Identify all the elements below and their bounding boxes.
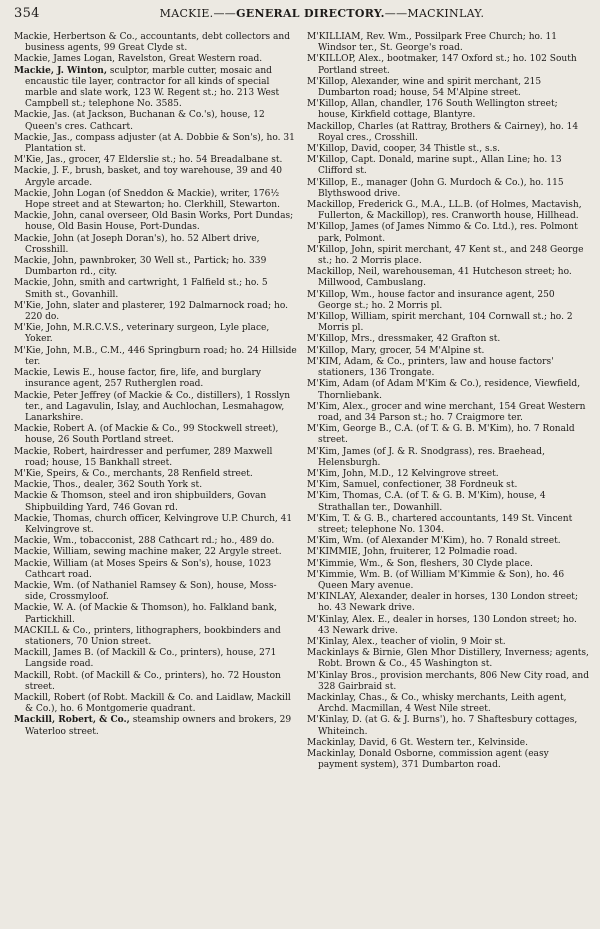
entry-text: M'Kim, Alex., grocer and wine merchant, 154 Great Western road, and 34 Parson st.; ho. 7 Craigmore ter. [307, 401, 586, 423]
entry-text: M'Kim, James (of J. & R. Snodgrass), res. Braehead, Helensburgh. [307, 446, 545, 468]
directory-entry [307, 559, 590, 570]
directory-entry [14, 133, 297, 155]
right-column [307, 32, 590, 771]
entry-text: M'Killop, James (of James Nimmo & Co. Ltd.), res. Polmont park, Polmont. [307, 222, 578, 244]
left-column [14, 32, 297, 771]
entry-text: Mackie, Thos., dealer, 362 South York st. [14, 480, 203, 491]
directory-entry [307, 715, 590, 737]
directory-entry [14, 626, 297, 648]
entry-text: M'KILLIAM, Rev. Wm., Possilpark Free Church; ho. 11 Windsor ter., St. George's road. [307, 32, 558, 54]
entry-text: M'Kim, Thomas, C.A. (of T. & G. B. M'Kim), house, 4 Strathallan ter., Dowanhill. [307, 491, 546, 513]
entry-text: M'Kinlay, D. (at G. & J. Burns'), ho. 7 Shaftesbury cottages, Whiteinch. [307, 715, 578, 737]
directory-entry [307, 514, 590, 536]
entry-text: M'KIM, Adam, & Co., printers, law and house factors' stationers, 136 Trongate. [307, 356, 554, 379]
directory-entry [307, 122, 590, 144]
entry-text: M'Kinlay, Alex., teacher of violin, 9 Moir st. [307, 636, 506, 647]
entry-text: M'Kim, T. & G. B., chartered accountants, 149 St. Vincent street; telephone No. 1304. [307, 513, 573, 535]
directory-entry [14, 424, 297, 446]
entry-text: M'Killop, Allan, chandler, 176 South Wellington street; house, Kirkfield cottage, Blantyre. [307, 99, 558, 121]
directory-entry [14, 66, 297, 111]
entry-text: Mackinlays & Birnie, Glen Mhor Distillery, Inverness; agents, Robt. Brown & Co., 45 Washington st. [307, 648, 589, 670]
entry-text: Mackie, Peter Jeffrey (of Mackie & Co., distillers), 1 Rosslyn ter., and Lagavulin, Islay, and Auchlochan, Lesmahagow, Lanarkshire. [14, 390, 291, 423]
directory-entry [14, 447, 297, 469]
directory-entry [14, 559, 297, 581]
entry-text: M'Kie, John, M.B., C.M., 446 Springburn road; ho. 24 Hillside ter. [14, 345, 297, 367]
entry-text: Mackillop, Frederick G., M.A., LL.B. (of Holmes, Mactavish, Fullerton, & Mackillop), res. Cranworth house, Hillhead. [307, 200, 582, 222]
directory-entry [307, 671, 590, 693]
entry-text: M'Killop, Mrs., dressmaker, 42 Grafton st. [307, 334, 501, 345]
directory-entry [14, 301, 297, 323]
page-number: 354 [14, 6, 40, 21]
entry-text: M'Kie, Speirs, & Co., merchants, 28 Renfield street. [14, 468, 253, 479]
entry-name-bold: Mackie, J. Winton, [14, 65, 107, 76]
directory-entry [14, 547, 297, 558]
entry-text: Mackill, James B. (of Mackill & Co., printers), house, 271 Langside road. [14, 648, 277, 670]
directory-entry [14, 155, 297, 166]
directory-entry [14, 234, 297, 256]
directory-entry [14, 346, 297, 368]
directory-entry [307, 536, 590, 547]
directory-entry [307, 379, 590, 401]
directory-entry [14, 211, 297, 233]
directory-entry [307, 334, 590, 345]
entry-text: Mackie, Thomas, church officer, Kelvingrove U.P. Church, 41 Kelvingrove st. [14, 513, 293, 535]
directory-entry [307, 738, 590, 749]
running-title [54, 7, 590, 20]
directory-entry [307, 245, 590, 267]
directory-columns [14, 32, 590, 771]
entry-text: M'Kimmie, Wm. B. (of William M'Kimmie & Son), ho. 46 Queen Mary avenue. [307, 569, 565, 591]
directory-entry [307, 32, 590, 54]
directory-entry [307, 99, 590, 121]
directory-entry [14, 536, 297, 547]
directory-entry [307, 592, 590, 614]
directory-entry [307, 491, 590, 513]
entry-text: M'Kinlay Bros., provision merchants, 806 New City road, and 328 Gairbraid st. [307, 670, 590, 692]
entry-text: M'Kimmie, Wm., & Son, fleshers, 30 Clyde place. [307, 558, 533, 569]
directory-entry [307, 570, 590, 592]
directory-entry [307, 693, 590, 715]
directory-entry [14, 480, 297, 491]
entry-text: M'Kim, Samuel, confectioner, 38 Fordneuk st. [307, 480, 518, 491]
entry-name-bold: Mackill, Robert, & Co., [14, 715, 130, 726]
entry-text: M'Kie, John, slater and plasterer, 192 Dalmarnock road; ho. 220 do. [14, 300, 289, 323]
entry-text: M'Killop, William, spirit merchant, 104 Cornwall st.; ho. 2 Morris pl. [307, 312, 573, 334]
directory-entry [14, 256, 297, 278]
entry-text: Mackie, William, sewing machine maker, 22 Argyle street. [14, 547, 282, 558]
entry-text: sculptor, marble cutter, mosaic and encaustic tile layer, contractor for all kinds of special marble and slate work, 123 W. Regent st.; ho. 213 West Campbell st.; telephone No. 3585. [25, 65, 280, 110]
directory-entry [307, 615, 590, 637]
directory-entry [14, 278, 297, 300]
entry-text: Mackinlay, David, 6 Gt. Western ter., Kelvinside. [307, 737, 528, 748]
entry-text: Mackinlay, Chas., & Co., whisky merchants, Leith agent, Archd. Macmillan, 4 West Nile street. [307, 692, 567, 715]
entry-text: Mackie, John Logan (of Sneddon & Mackie), writer, 176½ Hope street and at Stewarton; ho. Clerkhill, Stewarton. [14, 188, 280, 211]
directory-entry [307, 469, 590, 480]
entry-text: M'Killop, John, spirit merchant, 47 Kent st., and 248 George st.; ho. 2 Morris place. [307, 244, 584, 267]
entry-text: M'KILLOP, Alex., bootmaker, 147 Oxford st.; ho. 102 South Portland street. [307, 54, 577, 76]
directory-entry [14, 469, 297, 480]
entry-text: M'Kim, John, M.D., 12 Kelvingrove street. [307, 468, 499, 479]
directory-entry [307, 648, 590, 670]
entry-text: M'KIMMIE, John, fruiterer, 12 Polmadie road. [307, 547, 518, 558]
directory-entry [14, 603, 297, 625]
directory-entry [307, 290, 590, 312]
entry-text: Mackinlay, Donald Osborne, commission agent (easy payment system), 371 Dumbarton road. [307, 749, 549, 771]
directory-entry [307, 637, 590, 648]
directory-entry [307, 267, 590, 289]
directory-entry [307, 312, 590, 334]
entry-text: Mackie, Robert, hairdresser and perfumer, 289 Maxwell road; house, 15 Bankhall street. [14, 446, 273, 468]
entry-text: Mackie, John (at Joseph Doran's), ho. 52 Albert drive, Crosshill. [14, 233, 260, 255]
directory-entry [14, 514, 297, 536]
directory-entry [14, 693, 297, 715]
entry-text: Mackie, James Logan, Ravelston, Great Western road. [14, 54, 263, 65]
directory-entry [14, 54, 297, 65]
entry-text: Mackie, Jas., compass adjuster (at A. Dobbie & Son's), ho. 31 Plantation st. [14, 132, 295, 155]
directory-entry [14, 391, 297, 425]
directory-entry [14, 368, 297, 390]
directory-entry [14, 581, 297, 603]
directory-entry [14, 110, 297, 132]
directory-entry [14, 166, 297, 188]
entry-text: Mackie, John, pawnbroker, 30 Well st., Partick; ho. 339 Dumbarton rd., city. [14, 256, 267, 278]
directory-entry [14, 323, 297, 345]
directory-entry [14, 189, 297, 211]
entry-text: M'Kie, Jas., grocer, 47 Elderslie st.; ho. 54 Breadalbane st. [14, 155, 283, 166]
directory-entry [14, 32, 297, 54]
entry-text: M'Killop, David, cooper, 34 Thistle st., s.s. [307, 144, 501, 155]
directory-entry [307, 402, 590, 424]
directory-entry [14, 648, 297, 670]
running-title-right: MACKINLAY. [407, 7, 485, 20]
entry-text: Mackie, Wm., tobacconist, 288 Cathcart rd.; ho., 489 do. [14, 536, 275, 547]
running-header [14, 6, 590, 32]
directory-entry [307, 222, 590, 244]
directory-entry [14, 671, 297, 693]
directory-entry [307, 178, 590, 200]
title-separator: —— [213, 7, 237, 20]
entry-text: Mackillop, Charles (at Rattray, Brothers & Cairney), ho. 14 Royal cres., Crosshill. [307, 121, 579, 143]
directory-entry [307, 357, 590, 379]
entry-text: steamship owners and brokers, 29 Waterloo street. [25, 715, 292, 737]
entry-text: Mackie & Thomson, steel and iron shipbuilders, Govan Shipbuilding Yard, 746 Govan rd. [14, 491, 267, 513]
entry-text: M'Killop, E., manager (John G. Murdoch & Co.), ho. 115 Blythswood drive. [307, 177, 564, 199]
directory-entry [307, 77, 590, 99]
entry-text: MACKILL & Co., printers, lithographers, bookbinders and stationers, 70 Union street. [14, 625, 281, 647]
entry-text: Mackie, W. A. (of Mackie & Thomson), ho. Falkland bank, Partickhill. [14, 603, 277, 625]
entry-text: M'Kim, Wm. (of Alexander M'Kim), ho. 7 Ronald street. [307, 536, 561, 547]
directory-entry [307, 155, 590, 177]
entry-text: Mackillop, Neil, warehouseman, 41 Hutcheson street; ho. Millwood, Cambuslang. [307, 267, 572, 289]
directory-entry [307, 547, 590, 558]
entry-text: Mackie, J. F., brush, basket, and toy warehouse, 39 and 40 Argyle arcade. [14, 166, 282, 188]
directory-entry [307, 447, 590, 469]
entry-text: Mackie, William (at Moses Speirs & Son's), house, 1023 Cathcart road. [14, 558, 272, 580]
entry-text: Mackie, Jas. (at Jackson, Buchanan & Co.'s), house, 12 Queen's cres. Cathcart. [14, 110, 265, 132]
running-title-center: GENERAL DIRECTORY. [236, 7, 385, 20]
entry-text: M'Killop, Mary, grocer, 54 M'Alpine st. [307, 345, 485, 356]
entry-text: M'KINLAY, Alexander, dealer in horses, 130 London street; ho. 43 Newark drive. [307, 592, 578, 614]
entry-text: M'Kim, Adam (of Adam M'Kim & Co.), residence, Viewfield, Thornliebank. [307, 379, 581, 401]
entry-text: M'Killop, Wm., house factor and insurance agent, 250 George st.; ho. 2 Morris pl. [307, 289, 555, 311]
directory-entry [307, 144, 590, 155]
entry-text: M'Kie, John, M.R.C.V.S., veterinary surgeon, Lyle place, Yoker. [14, 323, 270, 345]
title-separator: —— [384, 7, 408, 20]
directory-entry [307, 424, 590, 446]
entry-text: Mackie, Lewis E., house factor, fire, life, and burglary insurance agent, 257 Rutherglen road. [14, 368, 261, 390]
entry-text: M'Killop, Capt. Donald, marine supt., Allan Line; ho. 13 Clifford st. [307, 155, 562, 177]
entry-text: Mackill, Robt. (of Mackill & Co., printers), ho. 72 Houston street. [14, 670, 281, 692]
entry-text: Mackie, John, canal overseer, Old Basin Works, Port Dundas; house, Old Basin House, Port-Dundas. [14, 211, 294, 233]
running-title-left: MACKIE. [159, 7, 214, 20]
directory-entry [307, 54, 590, 76]
entry-text: Mackie, Herbertson & Co., accountants, debt collectors and business agents, 99 Great Clyde st. [14, 32, 291, 54]
directory-entry [307, 749, 590, 771]
directory-entry [307, 480, 590, 491]
entry-text: M'Killop, Alexander, wine and spirit merchant, 215 Dumbarton road; house, 54 M'Alpine street. [307, 76, 542, 99]
entry-text: Mackill, Robert (of Robt. Mackill & Co. and Laidlaw, Mackill & Co.), ho. 6 Montgomerie quadrant. [14, 692, 291, 715]
entry-text: Mackie, Wm. (of Nathaniel Ramsey & Son), house, Moss-side, Crossmyloof. [14, 580, 277, 603]
entry-text: M'Kim, George B., C.A. (of T. & G. B. M'Kim), ho. 7 Ronald street. [307, 424, 575, 446]
directory-entry [307, 200, 590, 222]
entry-text: M'Kinlay, Alex. E., dealer in horses, 130 London street; ho. 43 Newark drive. [307, 614, 577, 636]
entry-text: Mackie, Robert A. (of Mackie & Co., 99 Stockwell street), house, 26 South Portland street. [14, 424, 279, 446]
entry-text: Mackie, John, smith and cartwright, 1 Falfield st.; ho. 5 Smith st., Govanhill. [14, 278, 268, 300]
directory-entry [14, 715, 297, 737]
directory-entry [307, 346, 590, 357]
directory-entry [14, 491, 297, 513]
